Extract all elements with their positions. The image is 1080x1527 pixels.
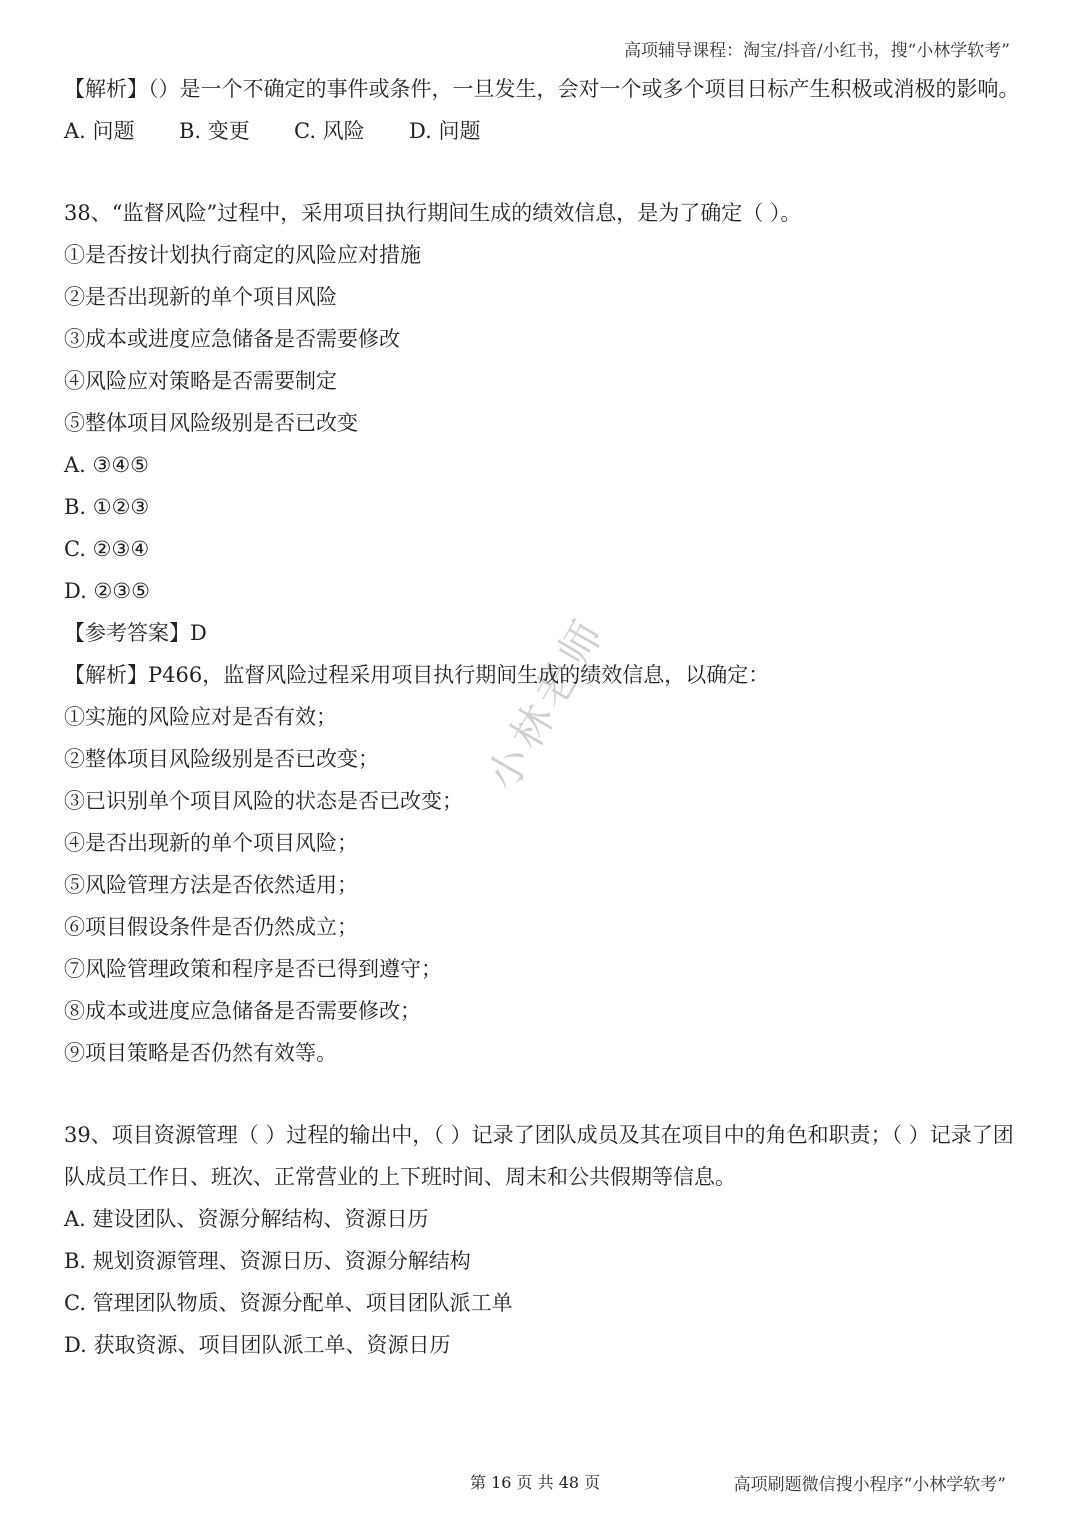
q38-analysis-item: ⑥项目假设条件是否仍然成立； xyxy=(64,915,358,939)
q39-option-b: B. 规划资源管理、资源日历、资源分解结构 xyxy=(64,1249,471,1273)
q38-analysis-item: ⑦风险管理政策和程序是否已得到遵守； xyxy=(64,957,442,981)
q39-option-a: A. 建设团队、资源分解结构、资源日历 xyxy=(64,1207,429,1231)
q38-option-a: A. ③④⑤ xyxy=(64,453,149,477)
q38-item: ②是否出现新的单个项目风险 xyxy=(64,285,337,309)
q38-analysis-item: ③已识别单个项目风险的状态是否已改变； xyxy=(64,789,463,813)
q38-item: ⑤整体项目风险级别是否已改变 xyxy=(64,411,358,435)
q39-option-c: C. 管理团队物质、资源分配单、项目团队派工单 xyxy=(64,1291,513,1315)
page-content xyxy=(64,68,1024,1366)
q38-answer: 【参考答案】D xyxy=(64,621,207,645)
prev-option-d: D. 问题 xyxy=(409,119,481,143)
q38-analysis-item: ⑨项目策略是否仍然有效等。 xyxy=(64,1041,337,1065)
q39-stem: 39、项目资源管理（ ）过程的输出中，（ ）记录了团队成员及其在项目中的角色和职责；（ ）记录了团队成员工作日、班次、正常营业的上下班时间、周末和公共假期等信息。 xyxy=(64,1123,1014,1189)
prev-option-b: B. 变更 xyxy=(179,119,250,143)
prev-analysis: 【解析】（）是一个不确定的事件或条件，一旦发生，会对一个或多个项目日标产生积极或消极的影响。 xyxy=(64,77,1020,101)
q38-item: ④风险应对策略是否需要制定 xyxy=(64,369,337,393)
q38-analysis: 【解析】P466，监督风险过程采用项目执行期间生成的绩效信息，以确定： xyxy=(64,663,770,687)
q38-analysis-item: ⑧成本或进度应急储备是否需要修改； xyxy=(64,999,421,1023)
q38-item: ①是否按计划执行商定的风险应对措施 xyxy=(64,243,421,267)
prev-option-c: C. 风险 xyxy=(294,119,365,143)
q38-stem: 38、“监督风险”过程中，采用项目执行期间生成的绩效信息，是为了确定（ ）。 xyxy=(64,201,802,225)
q38-option-b: B. ①②③ xyxy=(64,495,150,519)
q38-analysis-item: ⑤风险管理方法是否依然适用； xyxy=(64,873,358,897)
prev-options xyxy=(64,110,1024,152)
page-number: 第 16 页 共 48 页 xyxy=(470,1473,601,1492)
q38-item: ③成本或进度应急储备是否需要修改 xyxy=(64,327,400,351)
q38-analysis-item: ①实施的风险应对是否有效； xyxy=(64,705,337,729)
footer-promo: 高项刷题微信搜小程序“小林学软考” xyxy=(733,1475,1006,1495)
watermark: 小林老师 xyxy=(476,607,616,799)
q38-analysis-item: ②整体项目风险级别是否已改变； xyxy=(64,747,379,771)
q39-option-d: D. 获取资源、项目团队派工单、资源日历 xyxy=(64,1333,451,1357)
q38-option-d: D. ②③⑤ xyxy=(64,579,150,603)
prev-option-a: A. 问题 xyxy=(64,119,135,143)
q38-option-c: C. ②③④ xyxy=(64,537,150,561)
q38-analysis-item: ④是否出现新的单个项目风险； xyxy=(64,831,358,855)
page-header: 高项辅导课程：淘宝/抖音/小红书，搜“小林学软考” xyxy=(624,41,1010,61)
